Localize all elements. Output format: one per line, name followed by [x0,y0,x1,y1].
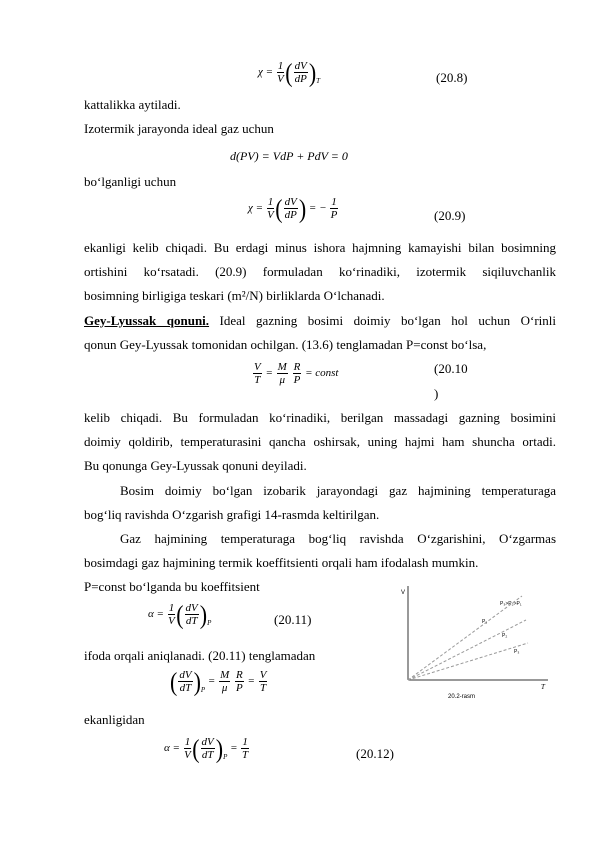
paragraph-line: P=const bo‘lganda bu koeffitsient [84,579,260,594]
equation-number-20-10: (20.10 [434,361,468,376]
equation-20-8: χ = $\frac{1}{V}$ ( $\frac{dV}{dP}$ )$_T$ [258,56,321,87]
paragraph-line: Bu qonunga Gey-Lyussak qonuni deyiladi. [84,458,307,473]
text-line: ekanligidan [84,712,145,727]
figure-caption: 20.2-rasm [448,694,476,700]
paragraph-line: bog‘liq ravishda O‘zgarish grafigi 14-rasmda keltirilgan. [84,507,380,522]
t-axis-label: T [541,683,545,691]
isobar-line-p3 [408,643,528,680]
paragraph-line: bosimdagi gaz hajmining termik koeffitsienti orqali ham ifodalash mumkin. [84,555,479,570]
label-p1: P₁ [482,619,488,625]
v-axis-label: V [401,590,406,596]
paragraph-line: ekanligi kelib chiqadi. Bu erdagi minus ishora hajmning kamayishi bilan bosimning [84,240,556,255]
text-line: ifoda orqali aniqlanadi. (20.11) tenglamadan [84,648,316,663]
equation-20-9: χ = $\frac{1}{V}$ ( $\frac{dV}{dP}$ ) = − $\frac{1}{P}$ [248,192,338,223]
text-line: Izotermik jarayonda ideal gaz uchun [84,121,274,136]
equation-20-10: $\frac{V}{T}$ = $\frac{M}{\mu}$ $\frac{R}{P}$ = const [254,361,339,386]
equation-number-20-11: (20.11) [274,612,312,627]
legend-pressure-order: P₃>P₂>P₁ [500,601,522,607]
gey-lyussak-title: Gey-Lyussak qonuni. [84,313,210,328]
equation-number-20-10-close: ) [434,386,439,401]
equation-dv-dt: ( $\frac{dV}{dT}$ )$_P$ = $\frac{M}{\mu}$ $\frac{R}{P}$ = $\frac{V}{T}$ [170,665,267,696]
paragraph-line: doimiy qoldirib, temperaturasini qancha oshirsak, uning hajmi ham shuncha ortadi. [84,434,556,449]
equation-number-20-8: (20.8) [436,70,468,85]
paragraph-line: Bosim doimiy bo‘lgan izobarik jarayondagi gaz hajmining temperaturaga [120,483,556,498]
paragraph-line: Gaz hajmining temperaturaga bog‘liq ravishda O‘zgarishini, O‘zgarmas [120,531,556,546]
label-p3: P₃ [514,649,520,655]
equation-20-12: α = $\frac{1}{V}$ ( $\frac{dV}{dT}$ )$_P$ = $\frac{1}{T}$ [164,732,249,763]
isobar-graph-svg [398,580,554,703]
equation-20-11: α = $\frac{1}{V}$ ( $\frac{dV}{dT}$ )$_P$ [148,598,212,629]
label-p2: P₂ [502,633,508,639]
equation-number-20-12: (20.12) [356,746,394,761]
equation-isothermal: d(PV) = VdP + PdV = 0 [230,149,348,163]
text-line: kattalikka aytiladi. [84,97,181,112]
isobar-graph [398,580,554,703]
isobar-line-p2 [408,620,526,680]
heading-rest: Ideal gazning bosimi doimiy bo‘lgan hol uchun O‘rinli [209,313,556,328]
paragraph-line: bosimning birligiga teskari (m²/N) birliklarda O‘lchanadi. [84,288,385,303]
paragraph-line: kelib chiqadi. Bu formuladan ko‘rinadiki, berilgan massadagi gazning bosimini [84,410,556,425]
equation-number-20-9: (20.9) [434,208,466,223]
text-line: bo‘lganligi uchun [84,174,177,189]
paragraph-line: qonun Gey-Lyussak tomonidan ochilgan. (13.6) tenglamadan P=const bo‘lsa, [84,337,487,352]
paragraph-line: ortishini ko‘rsatadi. (20.9) formuladan ko‘rinadiki, izotermik siqiluvchanlik [84,264,556,279]
gey-lyussak-heading-line [84,313,556,329]
